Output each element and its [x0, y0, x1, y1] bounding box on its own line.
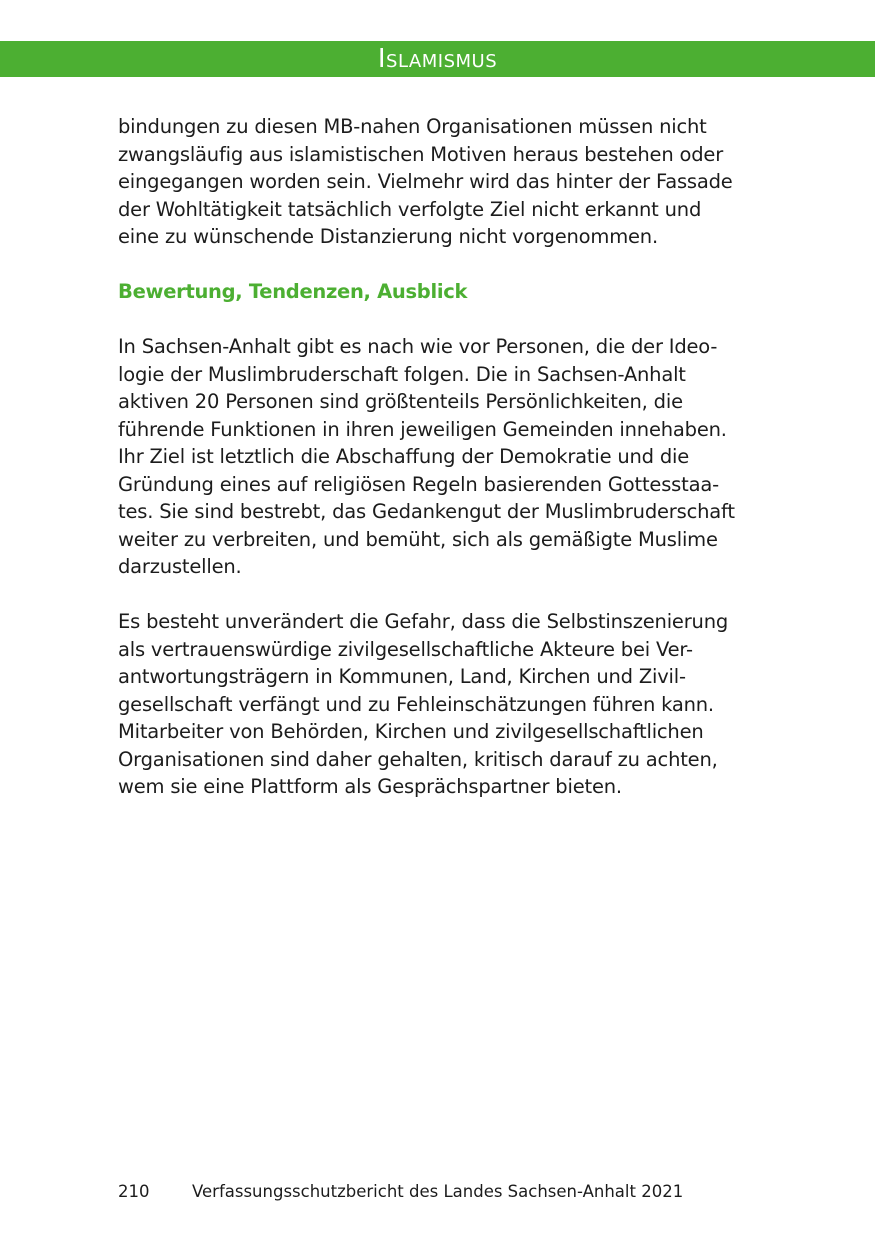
- chapter-header-bar: [0, 41, 875, 77]
- section-heading: Bewertung, Tendenzen, Ausblick: [118, 280, 468, 303]
- page-body: [118, 113, 758, 801]
- chapter-title: Islamismus: [377, 44, 498, 74]
- body-paragraph-2: In Sachsen-Anhalt gibt es nach wie vor Personen, die der Ideo- logie der Muslimbruderschaft folgen. Die in Sachsen-Anhalt aktiven 20 Personen sind größtenteils Persönlichkeiten, die führende Funktionen in ihren jeweiligen Gemeinden innehaben. Ihr Ziel ist letztlich die Abschaffung der Demokratie und die Gründung eines auf religiösen Regeln basierenden Gottesstaa- tes. Sie sind bestrebt, das Gedankengut der Muslimbruderschaft weiter zu verbreiten, und bemüht, sich als gemäßigte Muslime darzustellen.: [118, 335, 735, 578]
- page-footer: [118, 1180, 683, 1204]
- body-paragraph-3: Es besteht unverändert die Gefahr, dass die Selbstinszenierung als vertrauenswürdige zivilgesellschaftliche Akteure bei Ver- antwortungsträgern in Kommunen, Land, Kirchen und Zivil- gesellschaft verfängt und zu Fehleinschätzungen führen kann. Mitarbeiter von Behörden, Kirchen und zivilgesellschaftlichen Organisationen sind daher gehalten, kritisch darauf zu achten, wem sie eine Plattform als Gesprächspartner bieten.: [118, 610, 729, 798]
- page-number: 210: [118, 1182, 150, 1201]
- body-paragraph-1: bindungen zu diesen MB-nahen Organisationen müssen nicht zwangsläufig aus islamistischen Motiven heraus bestehen oder eingegangen worden sein. Vielmehr wird das hinter der Fassade der Wohltätigkeit tatsächlich verfolgte Ziel nicht erkannt und eine zu wünschende Distanzierung nicht vorgenommen.: [118, 115, 733, 248]
- publication-title: Verfassungsschutzbericht des Landes Sachsen-Anhalt 2021: [192, 1182, 684, 1201]
